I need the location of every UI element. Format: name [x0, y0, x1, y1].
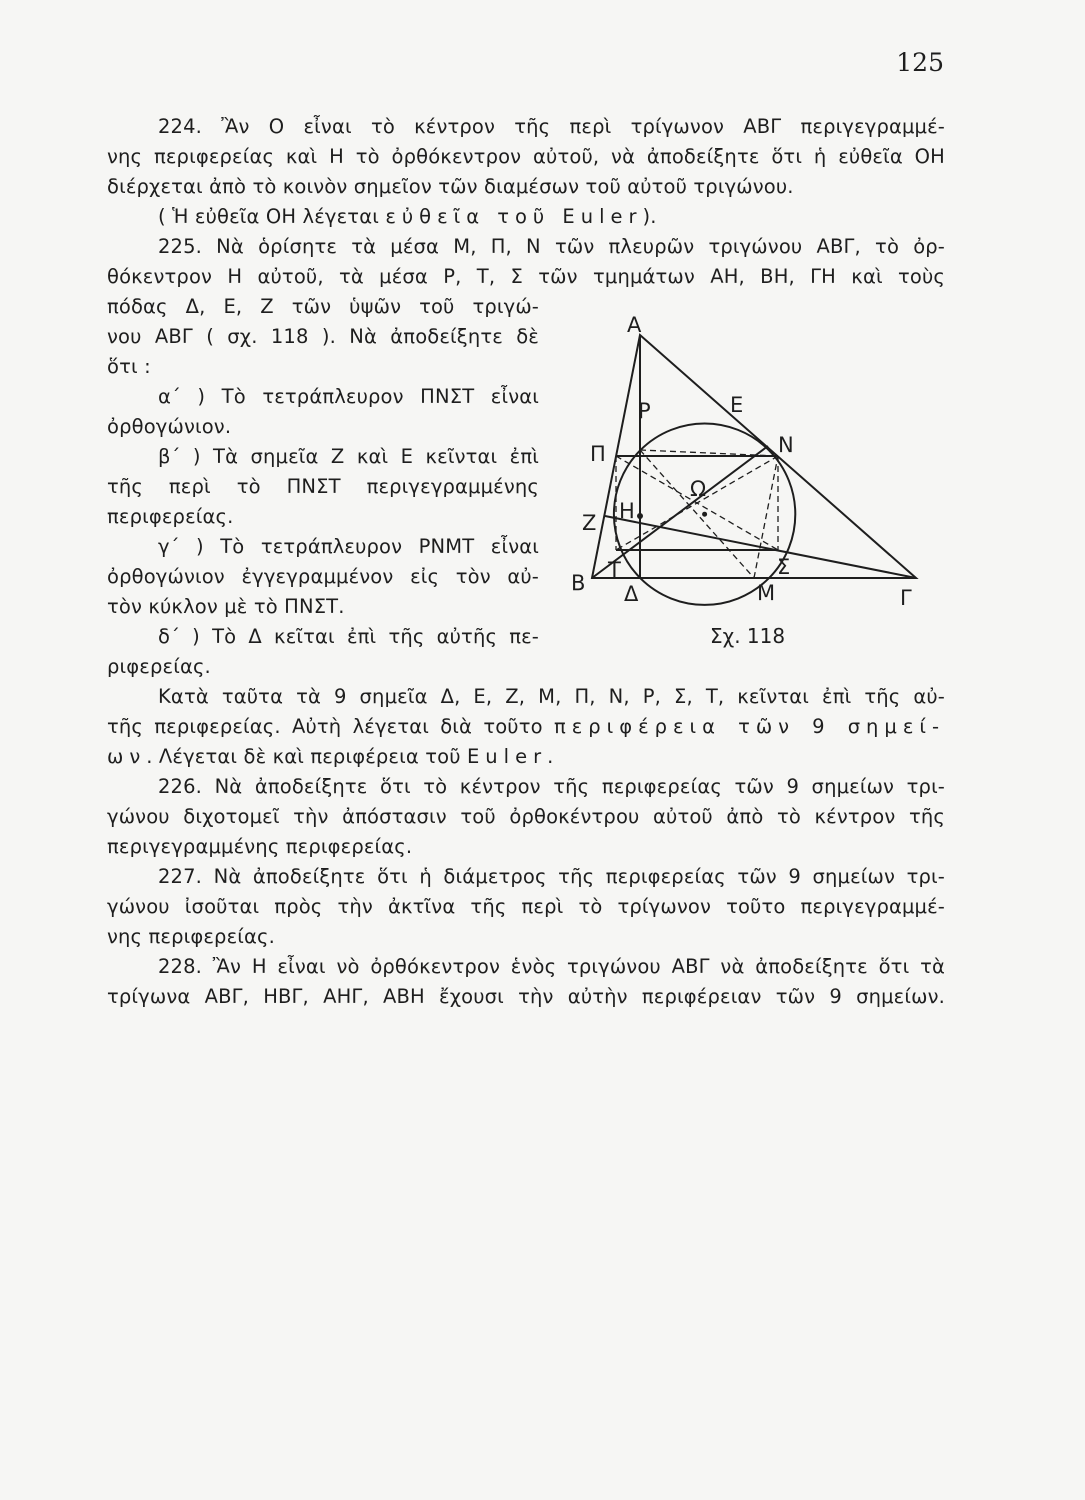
- problem-227-line-1: 227. Νὰ ἀποδείξητε ὅτι ἡ διάμετρος τῆς περιφερείας τῶν 9 σημείων τρι-: [158, 865, 945, 888]
- problem-224-line-4: [158, 202, 945, 231]
- label-s: Σ: [777, 555, 791, 579]
- problem-226-line-1: 226. Νὰ ἀποδείξητε ὅτι τὸ κέντρον τῆς περιφερείας τῶν 9 σημείων τρι-: [158, 775, 945, 798]
- problem-225-line-5: ὅτι :: [107, 355, 151, 378]
- problem-225-item-c-2: ὀρθογώνιον ἐγγεγραμμένον εἰς τὸν αὐ-: [107, 565, 539, 588]
- problem-225-line-4: νου ΑΒΓ ( σχ. 118 ). Νὰ ἀποδείξητε δὲ: [107, 325, 539, 348]
- label-p: Π: [590, 442, 606, 466]
- problem-224-line-3: διέρχεται ἀπὸ τὸ κοινὸν σημεῖον τῶν διαμέσων τοῦ αὐτοῦ τριγώνου.: [107, 175, 794, 198]
- problem-225-item-c-3: τὸν κύκλον μὲ τὸ ΠΝΣΤ.: [107, 595, 345, 618]
- label-m: Μ: [757, 581, 776, 605]
- euler-circle-prefix: . Λέγεται δὲ καὶ περιφέρεια τοῦ: [146, 745, 467, 768]
- problem-227-line-2: γώνου ἰσοῦται πρὸς τὴν ἀκτῖνα τῆς περὶ τὸ τρίγωνον τοῦτο περιγεγραμμέ-: [107, 895, 945, 918]
- problem-225-item-a-2: ὀρθογώνιον.: [107, 415, 232, 438]
- label-n: Ν: [778, 433, 794, 457]
- label-omega: Ω: [690, 477, 707, 501]
- euler-circle-term: Euler: [466, 745, 548, 768]
- problem-225-item-a-1: α΄ ) Τὸ τετράπλευρον ΠΝΣΤ εἶναι: [158, 385, 539, 408]
- page-number: 125: [896, 48, 944, 77]
- label-b: Β: [571, 571, 586, 595]
- label-g: Γ: [900, 586, 912, 610]
- problem-226-line-3: περιγεγραμμένης περιφερείας.: [107, 835, 413, 858]
- problem-227-line-3: νης περιφερείας.: [107, 925, 275, 948]
- nine-point-prefix: τῆς περιφερείας. Αὐτὴ λέγεται διὰ τοῦτο: [107, 715, 554, 738]
- problem-225-item-c-1: γ΄ ) Τὸ τετράπλευρον ΡΝΜΤ εἶναι: [158, 535, 539, 558]
- dashed-m-n: [754, 456, 778, 578]
- problem-225-conclusion-2: [107, 712, 945, 741]
- problem-225-item-d-2: ριφερείας.: [107, 655, 211, 678]
- label-h: Η: [619, 499, 635, 523]
- problem-225-item-b-1: β΄ ) Τὰ σημεῖα Ζ καὶ Ε κεῖνται ἐπὶ: [158, 445, 539, 468]
- euler-circle-suffix: .: [547, 745, 554, 768]
- problem-225-line-1: 225. Νὰ ὁρίσητε τὰ μέσα Μ, Π, Ν τῶν πλευρῶν τριγώνου ΑΒΓ, τὸ ὀρ-: [158, 235, 945, 258]
- label-e: Ε: [730, 393, 744, 417]
- problem-228-line-2: τρίγωνα ΑΒΓ, ΗΒΓ, ΑΗΓ, ΑΒΗ ἔχουσι τὴν αὐτὴν περιφέρειαν τῶν 9 σημείων.: [107, 985, 945, 1008]
- problem-226-line-2: γώνου διχοτομεῖ τὴν ἀπόστασιν τοῦ ὀρθοκέντρου αὐτοῦ ἀπὸ τὸ κέντρον τῆς: [107, 805, 945, 828]
- nine-point-term-end: ων: [107, 745, 147, 768]
- euler-line-suffix: ).: [642, 205, 657, 228]
- label-a: Α: [627, 313, 642, 337]
- nine-point-circle-diagram: [562, 300, 942, 660]
- figure-118: [562, 300, 942, 660]
- problem-225-item-b-2: τῆς περὶ τὸ ΠΝΣΤ περιγεγραμμένης: [107, 475, 539, 498]
- label-t: Τ: [608, 558, 621, 582]
- point-h: [637, 513, 643, 519]
- problem-225-item-b-3: περιφερείας.: [107, 505, 234, 528]
- problem-225-line-2: θόκεντρον Η αὐτοῦ, τὰ μέσα Ρ, Τ, Σ τῶν τμημάτων ΑΗ, ΒΗ, ΓΗ καὶ τοὺς: [107, 265, 945, 288]
- problem-225-item-d-1: δ΄ ) Τὸ Δ κεῖται ἐπὶ τῆς αὐτῆς πε-: [158, 625, 539, 648]
- problem-224-line-2: νης περιφερείας καὶ Η τὸ ὀρθόκεντρον αὐτοῦ, νὰ ἀποδείξητε ὅτι ἡ εὐθεῖα ΟΗ: [107, 145, 945, 168]
- figure-caption: Σχ. 118: [710, 624, 786, 648]
- euler-line-term: εὐθεῖα τοῦ Euler: [385, 205, 643, 228]
- euler-line-prefix: ( Ἡ εὐθεῖα ΟΗ λέγεται: [158, 205, 386, 228]
- nine-point-term: περιφέρεια τῶν 9 σημεί-: [553, 715, 945, 738]
- problem-228-line-1: 228. Ἂν Η εἶναι νὸ ὀρθόκεντρον ἑνὸς τριγώνου ΑΒΓ νὰ ἀποδείξητε ὅτι τὰ: [158, 955, 945, 978]
- problem-225-conclusion-1: Κατὰ ταῦτα τὰ 9 σημεῖα Δ, Ε, Ζ, Μ, Π, Ν, Ρ, Σ, Τ, κεῖνται ἐπὶ τῆς αὐ-: [158, 685, 945, 708]
- label-r: Ρ: [638, 399, 651, 423]
- problem-225-conclusion-3: [107, 742, 945, 771]
- point-omega: [702, 512, 707, 517]
- label-d: Δ: [624, 582, 639, 606]
- problem-224-line-1: 224. Ἂν Ο εἶναι τὸ κέντρον τῆς περὶ τρίγωνον ΑΒΓ περιγεγραμμέ-: [158, 115, 945, 138]
- problem-225-line-3: πόδας Δ, Ε, Ζ τῶν ὑψῶν τοῦ τριγώ-: [107, 295, 539, 318]
- label-z: Ζ: [582, 511, 597, 535]
